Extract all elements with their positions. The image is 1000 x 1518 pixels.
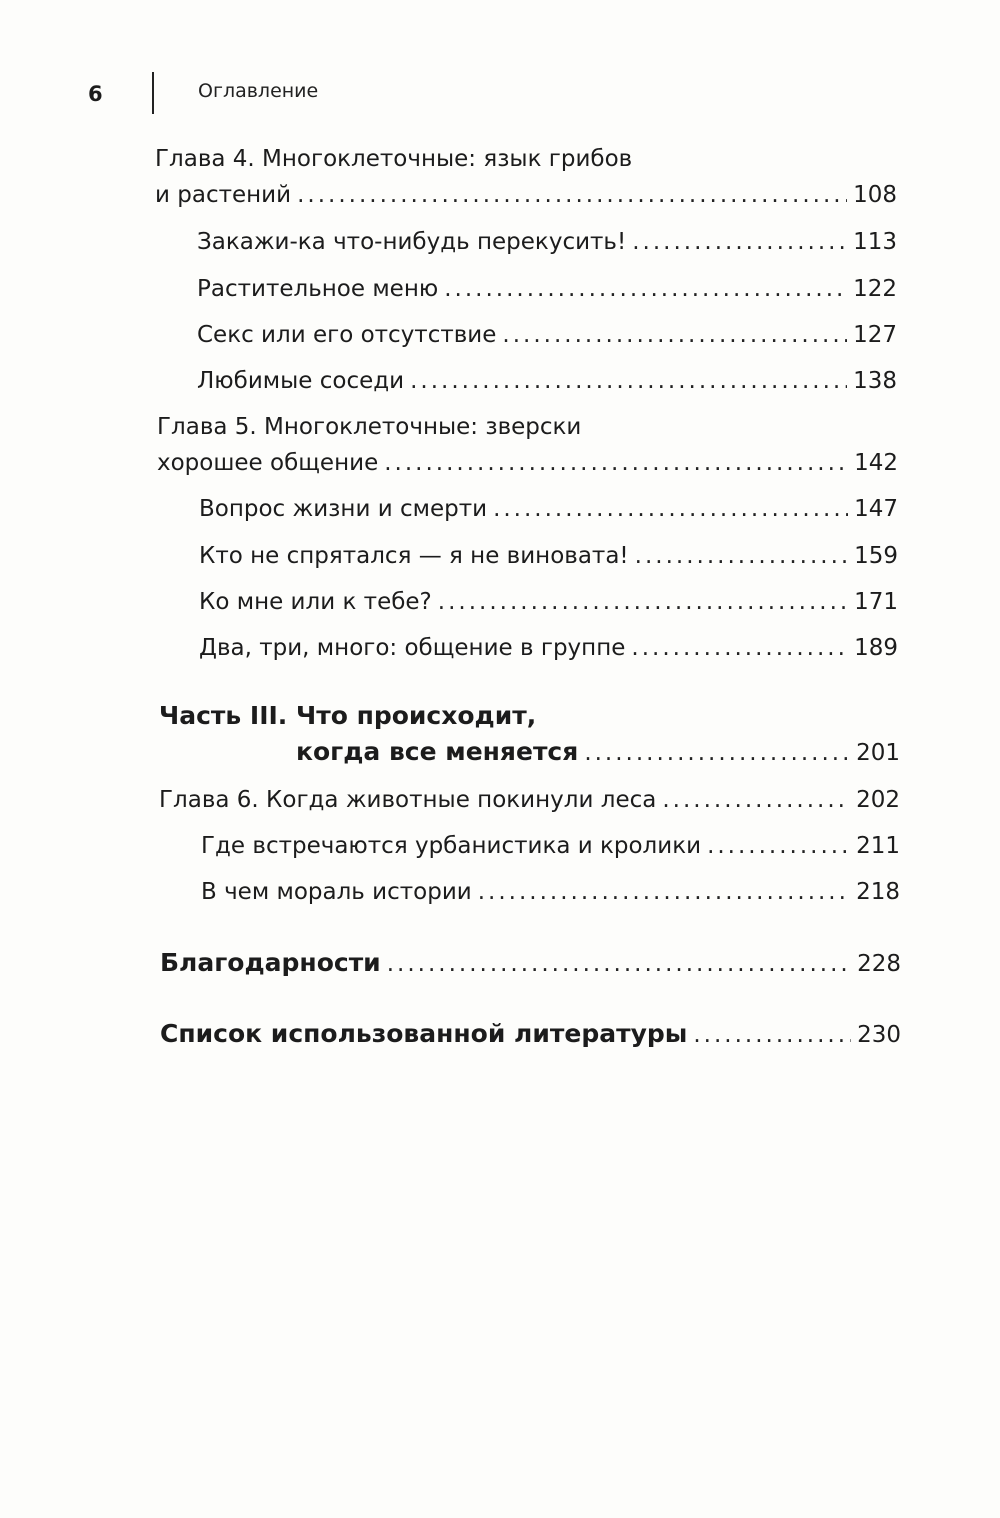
toc-entry-title: хорошее общение <box>157 450 379 476</box>
toc-section-5-3[interactable] <box>0 579 1000 623</box>
leader-dots <box>444 276 847 302</box>
toc-section-5-2[interactable] <box>0 533 1000 577</box>
toc-entry-title: когда все меняется <box>296 737 579 766</box>
leader-dots <box>662 787 850 813</box>
toc-page-number: 142 <box>854 450 898 476</box>
toc-entry-title: и растений <box>155 182 292 208</box>
toc-section-4-2[interactable] <box>0 266 1000 310</box>
toc-section-4-1[interactable] <box>0 219 1000 263</box>
toc-page-number: 228 <box>857 951 901 977</box>
leader-dots <box>631 635 848 661</box>
toc-page-number: 171 <box>854 589 898 615</box>
toc-chapter-6[interactable] <box>0 777 1000 821</box>
toc-entry-title: Кто не спрятался — я не виновата! <box>199 543 629 569</box>
toc-entry-title: Секс или его отсутствие <box>197 322 497 348</box>
toc-chapter-5-line1: Глава 5. Многоклеточные: зверски <box>157 414 582 440</box>
toc-entry-title: Вопрос жизни и смерти <box>199 496 488 522</box>
toc-page-number: 201 <box>856 740 900 766</box>
toc-page-number: 159 <box>854 543 898 569</box>
toc-chapter-5[interactable] <box>0 440 1000 484</box>
toc-entry-title: В чем мораль истории <box>201 879 472 905</box>
toc-chapter-4-line1: Глава 4. Многоклеточные: язык грибов <box>155 146 633 172</box>
toc-entry-title: Ко мне или к тебе? <box>199 589 432 615</box>
leader-dots <box>387 951 851 977</box>
toc-entry-title: Любимые соседи <box>197 368 405 394</box>
toc-page-number: 230 <box>857 1022 901 1048</box>
toc-page-number: 108 <box>853 182 897 208</box>
toc-entry-title: Список использованной литературы <box>160 1019 688 1048</box>
toc-section-5-1[interactable] <box>0 486 1000 530</box>
toc-section-4-3[interactable] <box>0 312 1000 356</box>
leader-dots <box>502 322 847 348</box>
leader-dots <box>632 229 847 255</box>
toc-page-number: 218 <box>856 879 900 905</box>
leader-dots <box>297 182 847 208</box>
toc-entry-title: Благодарности <box>160 948 381 977</box>
toc-section-4-4[interactable] <box>0 358 1000 402</box>
toc-entry-title: Растительное меню <box>197 276 439 302</box>
leader-dots <box>584 740 850 766</box>
toc-page-number: 138 <box>853 368 897 394</box>
toc-section-6-2[interactable] <box>0 869 1000 913</box>
toc-part-3-line1: Часть III. Что происходит, <box>159 701 537 730</box>
toc-page-number: 122 <box>853 276 897 302</box>
toc-section-5-4[interactable] <box>0 625 1000 669</box>
running-title: Оглавление <box>198 80 319 102</box>
leader-dots <box>707 833 850 859</box>
leader-dots <box>693 1022 851 1048</box>
toc-section-6-1[interactable] <box>0 823 1000 867</box>
leader-dots <box>384 450 848 476</box>
toc-chapter-4[interactable] <box>0 172 1000 216</box>
toc-references[interactable] <box>0 1012 1000 1056</box>
header-divider <box>152 72 154 114</box>
toc-page-number: 202 <box>856 787 900 813</box>
page-number: 6 <box>88 82 103 106</box>
toc-page-number: 211 <box>856 833 900 859</box>
leader-dots <box>478 879 850 905</box>
leader-dots <box>493 496 848 522</box>
leader-dots <box>438 589 848 615</box>
toc-entry-title: Глава 6. Когда животные покинули леса <box>159 787 657 813</box>
toc-part-3[interactable] <box>0 730 1000 774</box>
leader-dots <box>410 368 847 394</box>
toc-entry-title: Закажи-ка что-нибудь перекусить! <box>197 229 627 255</box>
toc-page-number: 113 <box>853 229 897 255</box>
leader-dots <box>635 543 848 569</box>
toc-entry-title: Где встречаются урбанистика и кролики <box>201 833 702 859</box>
toc-page-number: 147 <box>854 496 898 522</box>
toc-entry-title: Два, три, много: общение в группе <box>199 635 626 661</box>
toc-page-number: 127 <box>853 322 897 348</box>
toc-page-number: 189 <box>854 635 898 661</box>
toc-acknowledgements[interactable] <box>0 941 1000 985</box>
